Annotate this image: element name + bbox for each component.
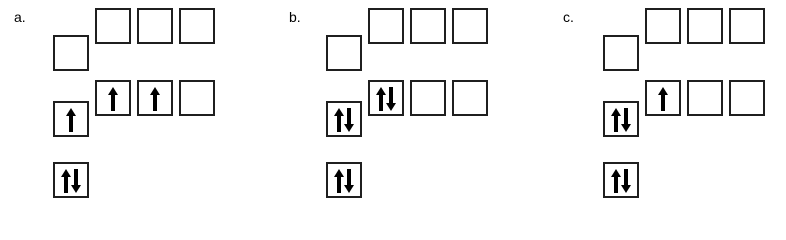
orbital-box-bottom-1-c [604,163,638,197]
orbital-box-middle-4-c [730,81,764,115]
orbital-box-middle-1-c [604,102,638,136]
orbital-box-top-3-c [688,9,722,43]
panel-c [563,9,764,197]
orbital-box-top-4-b [453,9,487,43]
orbital-box-top-2-b [369,9,403,43]
orbital-box-middle-1-a [54,102,88,136]
bottom-orbital-row-b [327,163,361,197]
panel-label-a: a. [14,9,26,25]
orbital-box-middle-3-c [688,81,722,115]
top-orbital-row-b [327,9,487,70]
orbital-box-bottom-1-a [54,163,88,197]
orbital-box-top-3-a [138,9,172,43]
bottom-orbital-row-c [604,163,638,197]
bottom-orbital-row-a [54,163,88,197]
panel-label-b: b. [289,9,301,25]
orbital-box-middle-3-b [411,81,445,115]
top-orbital-row-c [604,9,764,70]
orbital-box-top-1-c [604,36,638,70]
orbital-box-middle-1-b [327,102,361,136]
orbital-box-top-4-c [730,9,764,43]
orbital-box-middle-4-b [453,81,487,115]
orbital-box-middle-2-c [646,81,680,115]
middle-orbital-row-b [327,81,487,136]
orbital-box-top-1-b [327,36,361,70]
middle-orbital-row-a [54,81,214,136]
orbital-box-top-4-a [180,9,214,43]
orbital-box-middle-3-a [138,81,172,115]
orbital-box-top-2-a [96,9,130,43]
panel-label-c: c. [563,9,574,25]
middle-orbital-row-c [604,81,764,136]
panel-a [14,9,214,197]
orbital-box-bottom-1-b [327,163,361,197]
orbital-box-top-2-c [646,9,680,43]
orbital-box-middle-4-a [180,81,214,115]
orbital-box-middle-2-a [96,81,130,115]
panel-b [289,9,487,197]
top-orbital-row-a [54,9,214,70]
orbital-box-top-3-b [411,9,445,43]
orbital-box-middle-2-b [369,81,403,115]
orbital-box-top-1-a [54,36,88,70]
